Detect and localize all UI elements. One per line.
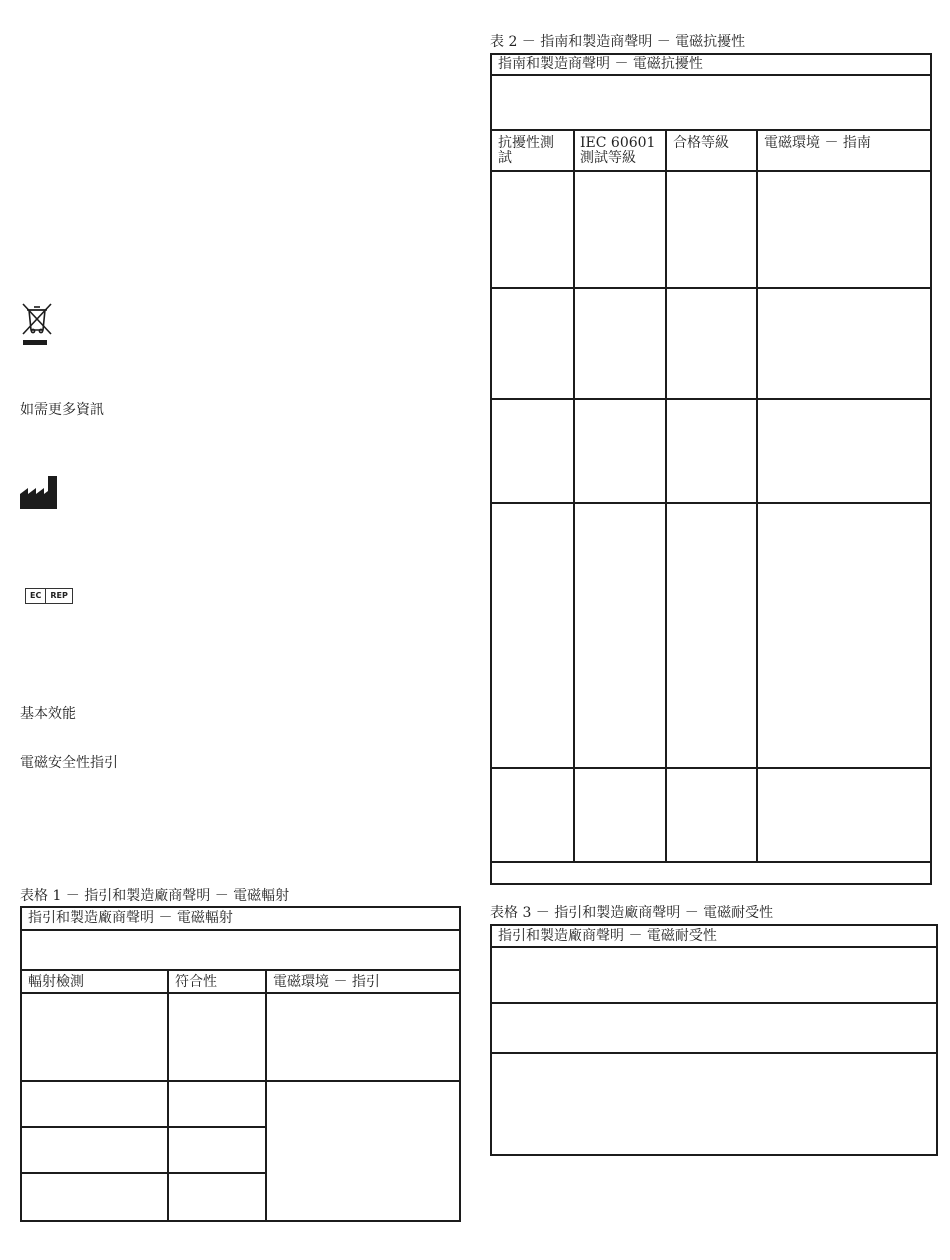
ec-label: EC bbox=[30, 591, 42, 600]
table1-divider bbox=[20, 1126, 266, 1128]
table2-header: 指南和製造商聲明 － 電磁抗擾性 bbox=[498, 56, 703, 72]
emc-guidance-heading: 電磁安全性指引 bbox=[20, 755, 118, 771]
table2-divider bbox=[490, 129, 932, 131]
table2-caption: 表 2 － 指南和製造商聲明 － 電磁抗擾性 bbox=[490, 34, 746, 50]
table2-divider bbox=[665, 129, 667, 861]
table2-divider bbox=[573, 129, 575, 861]
table3-header: 指引和製造廠商聲明 － 電磁耐受性 bbox=[498, 928, 717, 944]
table1-divider bbox=[20, 929, 461, 931]
table1-col-header: 電磁環境 － 指引 bbox=[273, 974, 380, 990]
table1-caption: 表格 1 － 指引和製造廠商聲明 － 電磁輻射 bbox=[20, 888, 290, 904]
table3-divider bbox=[490, 1002, 938, 1004]
table2-col-header: 抗擾性測試 bbox=[498, 135, 554, 166]
weee-bin-icon bbox=[20, 300, 54, 350]
table1-col-header: 符合性 bbox=[175, 974, 217, 990]
table1-divider bbox=[20, 992, 461, 994]
more-info-label: 如需更多資訊 bbox=[20, 402, 104, 418]
table2-frame bbox=[490, 53, 932, 885]
rep-label: REP bbox=[45, 589, 72, 603]
table1-divider bbox=[20, 969, 461, 971]
table2-col-header: 合格等級 bbox=[673, 135, 729, 151]
table2-divider bbox=[490, 502, 932, 504]
table1-frame bbox=[20, 906, 461, 1222]
table2-col-header: 電磁環境 － 指南 bbox=[764, 135, 871, 151]
table3-divider bbox=[490, 1052, 938, 1054]
table1-divider bbox=[265, 969, 267, 1222]
table2-divider bbox=[490, 767, 932, 769]
table1-divider bbox=[20, 1172, 266, 1174]
essential-performance-heading: 基本效能 bbox=[20, 706, 76, 722]
table1-col-header: 輻射檢測 bbox=[28, 974, 84, 990]
table1-divider bbox=[167, 969, 169, 1222]
table1-header: 指引和製造廠商聲明 － 電磁輻射 bbox=[28, 910, 233, 926]
table2-divider bbox=[490, 398, 932, 400]
manufacturer-icon bbox=[20, 474, 60, 510]
table2-divider bbox=[756, 129, 758, 861]
table2-divider bbox=[490, 74, 932, 76]
table3-divider bbox=[490, 946, 938, 948]
ec-rep-icon bbox=[25, 588, 73, 604]
table2-col-header: IEC 60601 測試等級 bbox=[580, 135, 656, 166]
table2-divider bbox=[490, 861, 932, 863]
table2-divider bbox=[490, 287, 932, 289]
table1-divider bbox=[20, 1080, 461, 1082]
table3-caption: 表格 3 － 指引和製造廠商聲明 － 電磁耐受性 bbox=[490, 905, 774, 921]
table3-frame bbox=[490, 924, 938, 1156]
table2-divider bbox=[490, 170, 932, 172]
